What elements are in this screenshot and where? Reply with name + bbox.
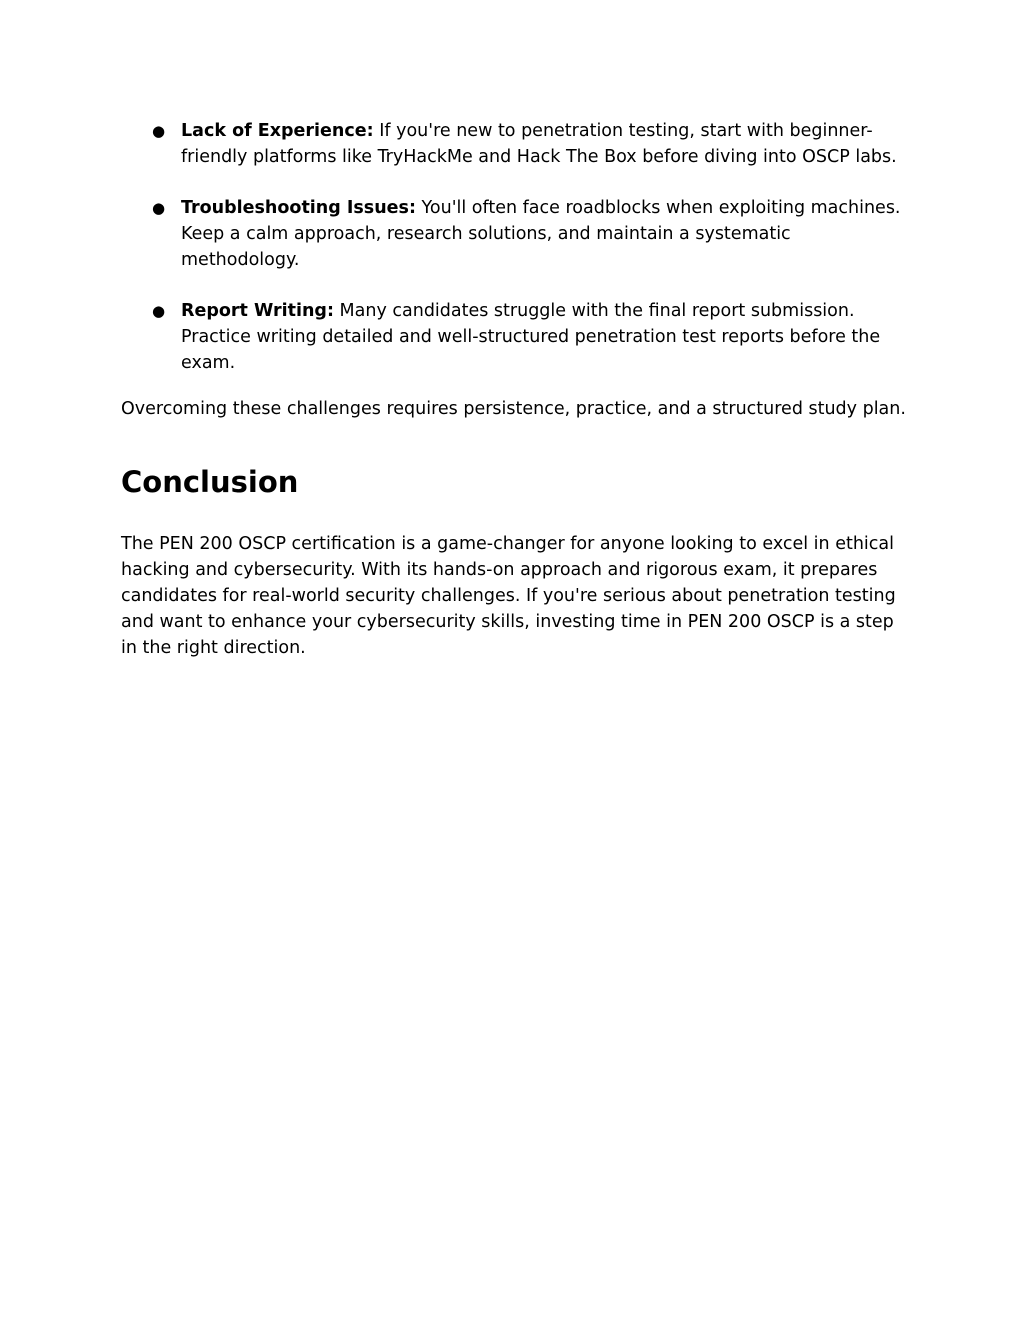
challenges-summary: Overcoming these challenges requires persistence, practice, and a structured study plan. bbox=[121, 399, 906, 419]
list-item-term: Troubleshooting Issues: bbox=[181, 198, 416, 218]
page-content bbox=[121, 118, 911, 661]
list-item-term: Report Writing: bbox=[181, 301, 334, 321]
list-item bbox=[121, 195, 911, 273]
challenges-list bbox=[121, 118, 911, 376]
list-item bbox=[121, 118, 911, 170]
list-item bbox=[121, 298, 911, 376]
bullet-icon: ● bbox=[152, 302, 166, 320]
conclusion-heading: Conclusion bbox=[121, 465, 299, 499]
bullet-icon: ● bbox=[152, 199, 166, 217]
list-item-term: Lack of Experience: bbox=[181, 121, 374, 141]
list-item-text: If you're new to penetration testing, start with beginner-friendly platforms like TryHackMe and Hack The Box before diving into OSCP labs. bbox=[181, 121, 897, 167]
bullet-icon: ● bbox=[152, 122, 166, 140]
conclusion-paragraph: The PEN 200 OSCP certification is a game-changer for anyone looking to excel in ethical hacking and cybersecurity. With its hands-on approach and rigorous exam, it prepares candidates for real-world security challenges. If you're serious about penetration testing and want to enhance your cybersecurity skills, investing time in PEN 200 OSCP is a step in the right direction. bbox=[121, 534, 896, 658]
list-item-text: Many candidates struggle with the final report submission. Practice writing detailed and well-structured penetration test reports before the exam. bbox=[181, 301, 881, 373]
list-item-text: You'll often face roadblocks when exploiting machines. Keep a calm approach, research solutions, and maintain a systematic methodology. bbox=[181, 198, 901, 270]
